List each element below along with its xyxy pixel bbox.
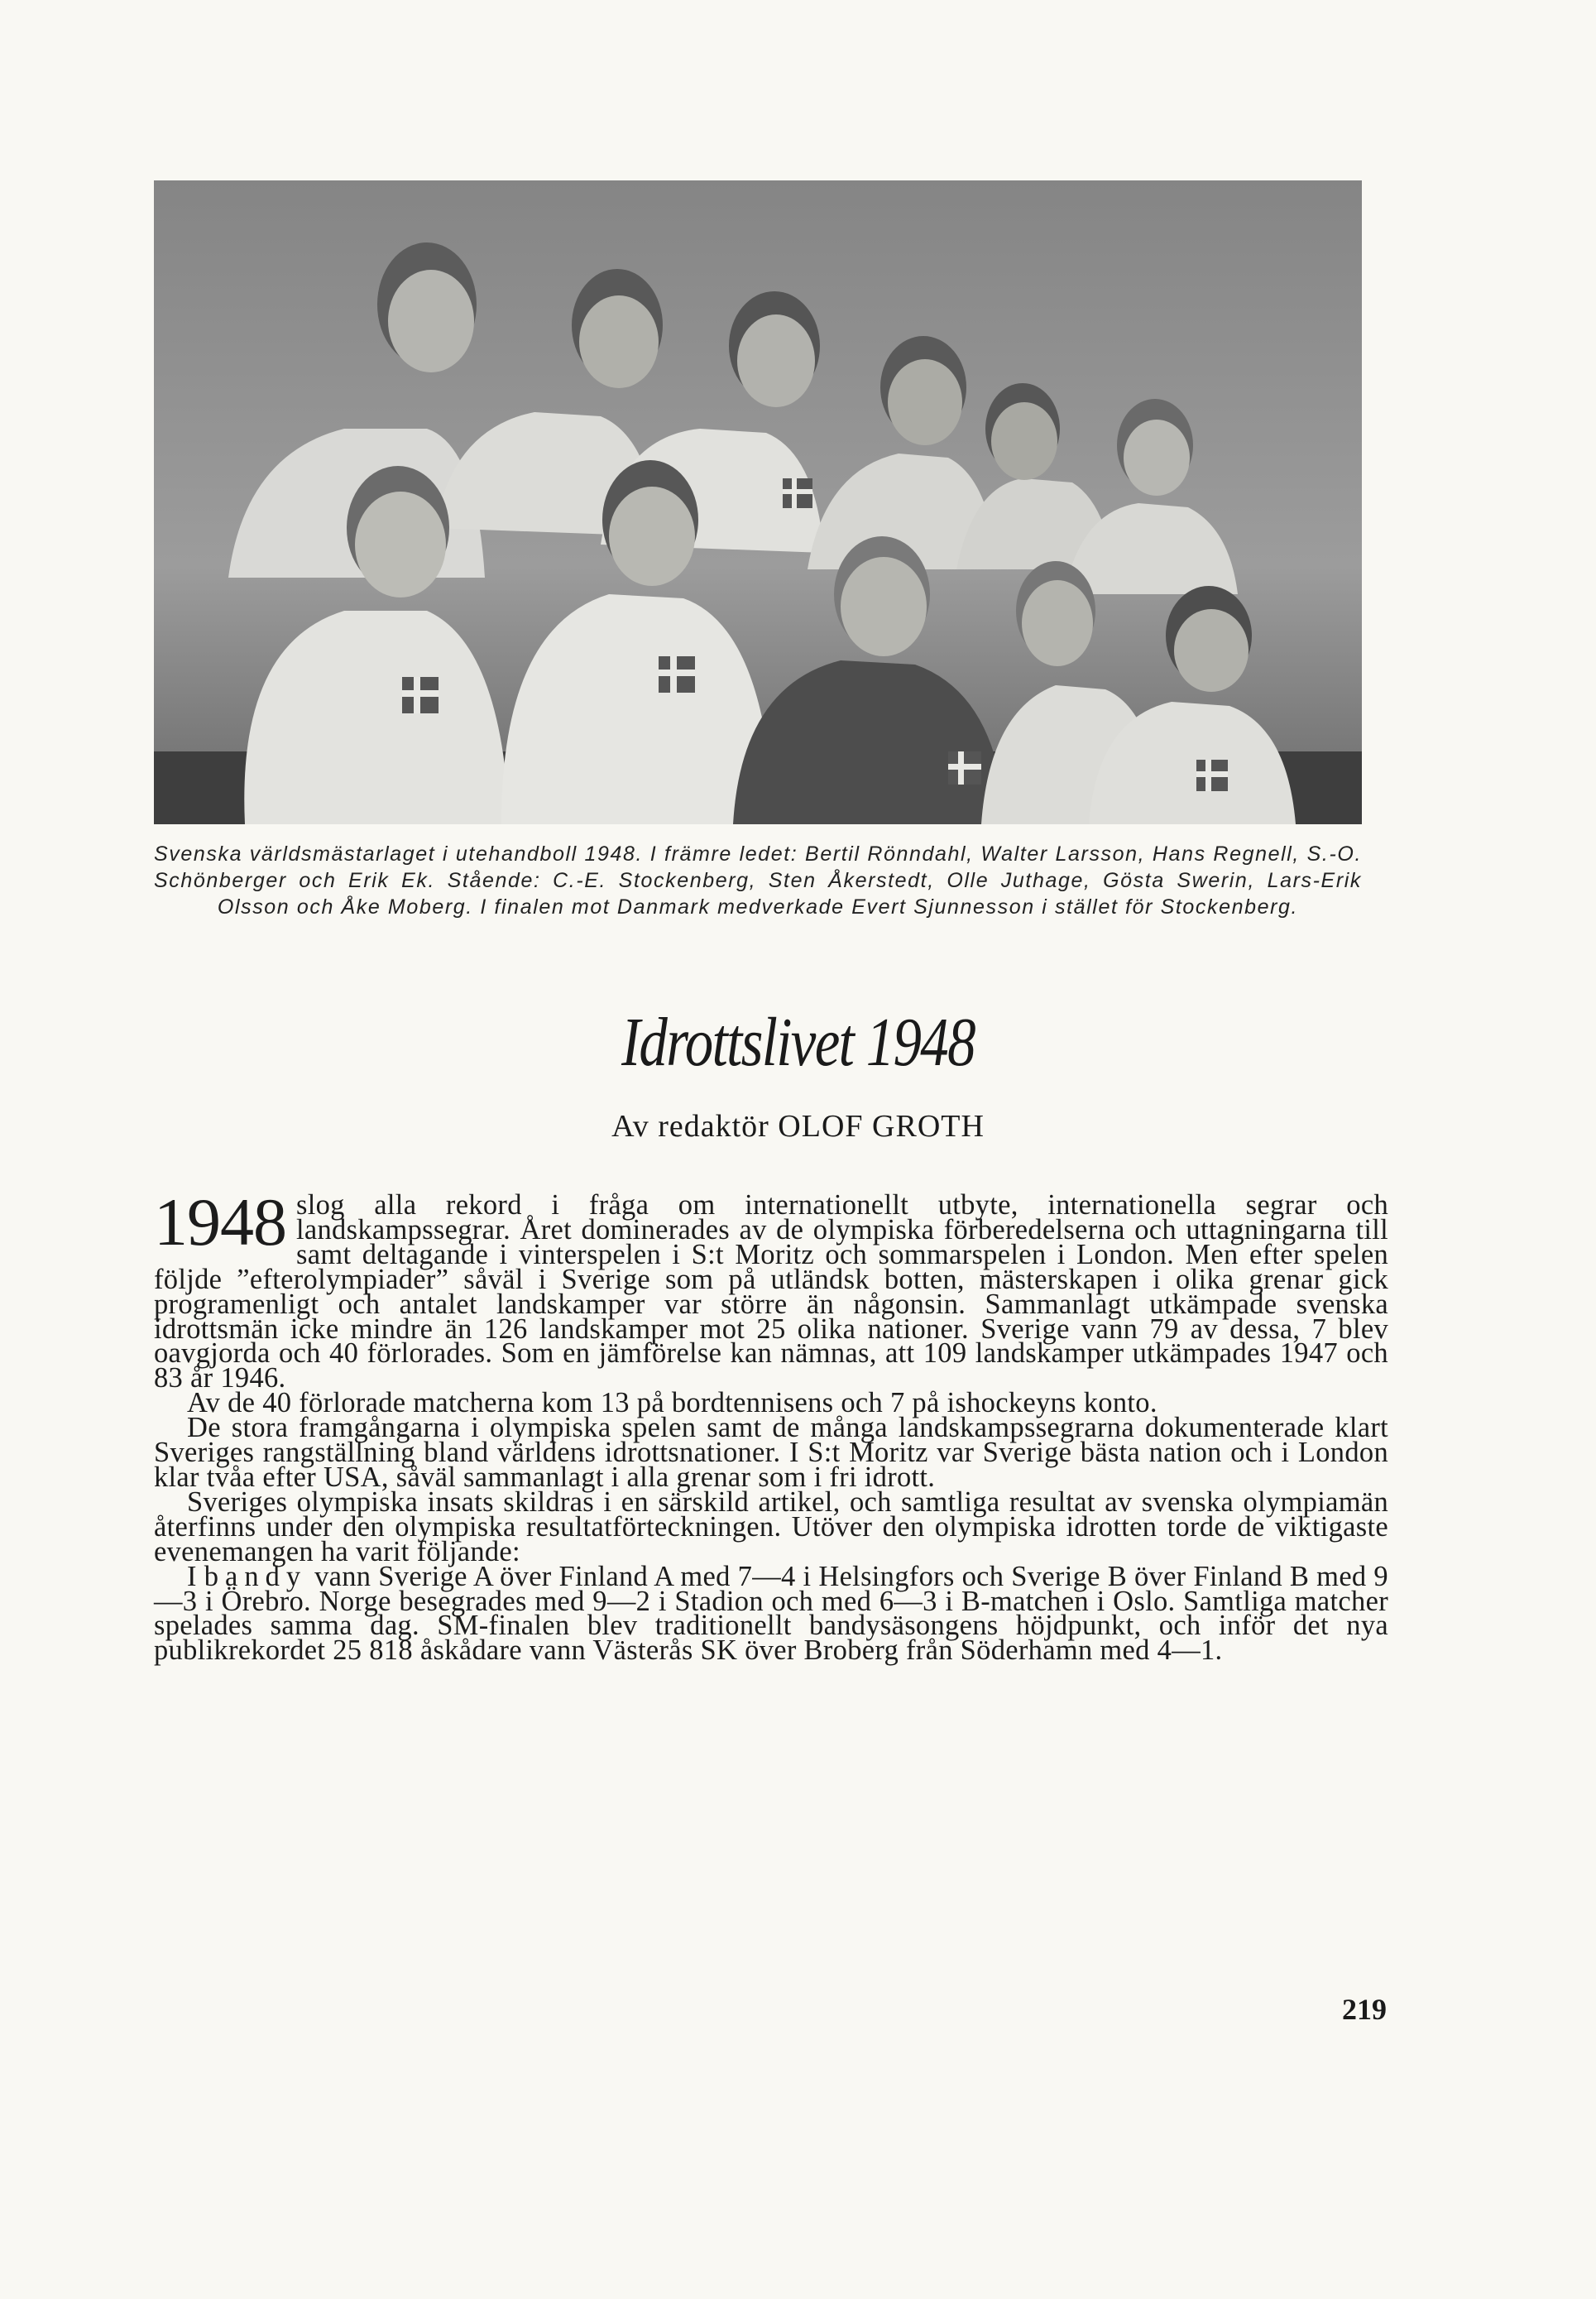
team-photo-icon [154, 180, 1362, 824]
photo-caption: Svenska världsmästarlaget i utehandboll 1948. I främre ledet: Bertil Rönndahl, Walter Larsson, Hans Regnell, S.-O. Schönberger och Erik Ek. Stående: C.-E. Stockenberg, Sten Åkerstedt, Olle Juthage, Gösta Swerin, Lars-Erik Olsson och Åke Moberg. I finalen mot Danmark medverkade Evert Sjunnesson i stället för Stockenberg. [154, 842, 1362, 919]
paragraph-5-prefix: I [187, 1560, 197, 1592]
sport-name: bandy [204, 1560, 308, 1592]
paragraph-1-text: slog alla rekord i fråga om internationellt utbyte, internationella segrar och landskampssegrar. Året dominerades av de olympiska förberedelserna och uttagningarna till samt deltagande i vinterspelen i S:t Moritz och sommarspelen i London. Men efter spelen följde ”efterolympiader” såväl i Sverige som på utländsk botten, mästerskapen i olika grenar gick programenligt och antalet landskamper var större än någonsin. Sammanlagt utkämpade svenska idrottsmän icke mindre än 126 landskamper mot 25 olika nationer. Sverige vann 79 av dessa, 7 blev oavgjorda och 40 förlorades. Som en jämförelse kan nämnas, att 109 landskamper utkämpades 1947 och 83 år 1946. [154, 1189, 1388, 1394]
drop-year: 1948 [154, 1184, 286, 1260]
paragraph-4: Sveriges olympiska insats skildras i en särskild artikel, och samtliga resultat av svenska olympiamän återfinns under den olympiska resultatförteckningen. Utöver den olympiska idrotten torde de viktigaste evenemangen ha varit följande: [154, 1485, 1388, 1567]
paragraph-5-text: vann Sverige A över Finland A med 7—4 i Helsingfors och Sverige B över Finland B med 9—3 i Örebro. Norge besegrades med 9—2 i Stadion och med 6—3 i B-matchen i Oslo. Samtliga matcher spelades samma dag. SM-finalen blev traditionellt bandysäsongens höjdpunkt, och inför det nya publikrekordet 25 818 åskådare vann Västerås SK över Broberg från Söderhamn med 4—1. [154, 1560, 1388, 1667]
article-title: Idrottslivet 1948 [621, 1004, 975, 1081]
team-photo [154, 180, 1362, 824]
paragraph-2: Av de 40 förlorade matcherna kom 13 på bordtennisens och 7 på ishockeyns konto. [187, 1387, 1157, 1419]
paragraph-3: De stora framgångarna i olympiska spelen samt de många landskampssegrarna dokumenterade klart Sveriges rangställning bland världens idrottsnationer. I S:t Moritz var Sverige bästa nation och i London klar tvåa efter USA, såväl sammanlagt i alla grenar som i fri idrott. [154, 1412, 1388, 1493]
paragraph-5 [154, 1560, 1388, 1667]
article-body [154, 1184, 1388, 1667]
page-number: 219 [1342, 1993, 1387, 2026]
paragraph-1 [154, 1184, 1388, 1394]
article-byline: Av redaktör OLOF GROTH [611, 1109, 985, 1144]
